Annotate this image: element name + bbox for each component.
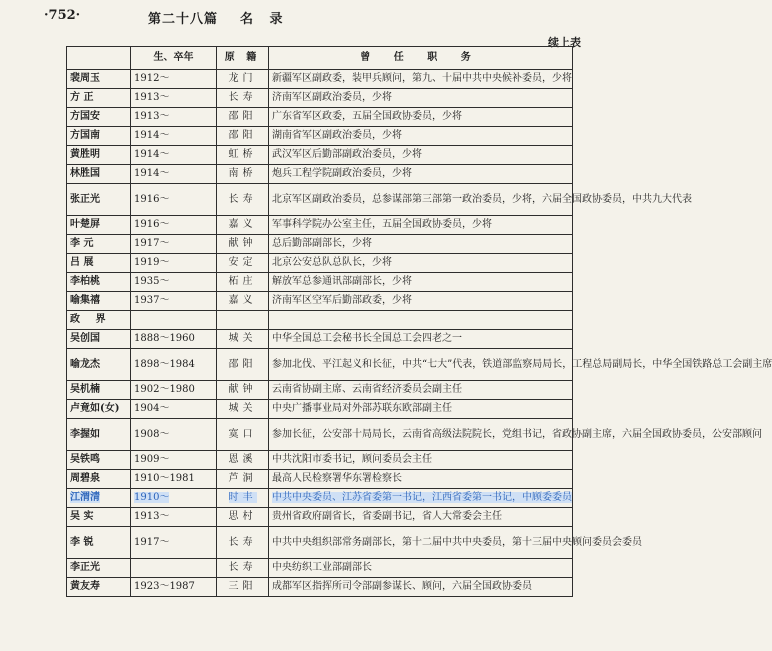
duty-cell <box>269 578 573 597</box>
duty-cell <box>269 235 573 254</box>
name-cell <box>67 527 131 559</box>
name-cell <box>67 235 131 254</box>
name-cell-text: 江渭清 <box>70 492 100 503</box>
name-cell <box>67 470 131 489</box>
duty-cell-text: 最高人民检察署华东署检察长 <box>272 473 402 484</box>
name-cell <box>67 273 131 292</box>
origin-cell-text: 邵阳 <box>228 130 257 141</box>
years-cell <box>131 330 217 349</box>
years-cell <box>131 127 217 146</box>
name-cell-text: 李 元 <box>70 238 94 249</box>
origin-cell <box>217 273 269 292</box>
years-cell <box>131 451 217 470</box>
origin-cell-text: 安定 <box>228 257 257 268</box>
duty-cell <box>269 508 573 527</box>
years-cell <box>131 400 217 419</box>
years-cell-text: 1904～ <box>134 403 170 414</box>
duty-cell <box>269 184 692 216</box>
column-header-origin: 原 籍 <box>217 47 269 70</box>
name-cell <box>67 89 131 108</box>
origin-cell-text: 三阳 <box>228 581 257 592</box>
origin-cell <box>217 508 269 527</box>
table-row <box>67 527 573 559</box>
years-cell <box>131 70 217 89</box>
origin-cell <box>217 254 269 273</box>
name-cell <box>67 292 131 311</box>
table-row <box>67 489 573 508</box>
origin-cell <box>217 527 269 559</box>
name-cell <box>67 70 131 89</box>
name-cell-text: 政 界 <box>70 314 112 325</box>
duty-cell <box>269 330 573 349</box>
name-cell <box>67 165 131 184</box>
duty-cell <box>269 400 573 419</box>
origin-cell <box>217 559 269 578</box>
origin-cell-text: 长寿 <box>228 536 257 548</box>
duty-cell <box>269 311 573 330</box>
years-cell <box>131 559 217 578</box>
table-row <box>67 273 573 292</box>
name-cell-text: 方 正 <box>70 92 94 103</box>
years-cell <box>131 89 217 108</box>
years-cell <box>131 578 217 597</box>
years-cell-text: 1908～ <box>134 428 170 440</box>
duty-cell <box>269 165 573 184</box>
duty-cell <box>269 292 573 311</box>
years-cell <box>131 292 217 311</box>
duty-cell <box>269 70 573 89</box>
duty-cell <box>269 273 573 292</box>
duty-cell-text: 成都军区指挥所司令部副参谋长、顾问，六届全国政协委员 <box>272 581 532 592</box>
duty-cell <box>269 89 573 108</box>
years-cell-text: 1919～ <box>134 257 170 268</box>
origin-cell <box>217 127 269 146</box>
years-cell-text: 1916～ <box>134 193 170 205</box>
name-cell <box>67 146 131 165</box>
years-cell-text: 1914～ <box>134 168 170 179</box>
table-row <box>67 108 573 127</box>
origin-cell <box>217 216 269 235</box>
table-row <box>67 400 573 419</box>
origin-cell <box>217 70 269 89</box>
name-cell <box>67 254 131 273</box>
years-cell <box>131 165 217 184</box>
name-cell-text: 方国南 <box>70 130 100 141</box>
name-cell-text: 林胜国 <box>70 168 100 179</box>
origin-cell-text: 芦洞 <box>228 473 257 484</box>
years-cell-text: 1937～ <box>134 295 170 306</box>
origin-cell-text: 嘉义 <box>228 295 257 306</box>
origin-cell <box>217 311 269 330</box>
duty-cell-text: 济南军区空军后勤部政委，少将 <box>272 295 412 306</box>
years-cell-text: 1935～ <box>134 276 170 287</box>
duty-cell-text: 新疆军区副政委，装甲兵顾问，第九、十届中共中央候补委员，少将 <box>272 73 572 84</box>
table-header-row <box>67 47 573 70</box>
name-cell <box>67 559 131 578</box>
origin-cell <box>217 165 269 184</box>
origin-cell-text: 长寿 <box>228 562 257 573</box>
name-cell-text: 裴周玉 <box>70 73 100 84</box>
name-cell-text: 喻集禧 <box>70 295 100 306</box>
origin-cell-text: 时丰 <box>228 492 257 503</box>
table-row <box>67 254 573 273</box>
table-row <box>67 419 573 451</box>
name-cell <box>67 330 131 349</box>
name-cell-text: 李 锐 <box>70 536 94 548</box>
column-header-name <box>67 47 131 70</box>
name-cell <box>67 108 131 127</box>
origin-cell <box>217 146 269 165</box>
duty-cell-text: 济南军区副政治委员，少将 <box>272 92 392 103</box>
name-cell-text: 吕 展 <box>70 257 94 268</box>
years-cell-text: 1910～ <box>134 492 170 503</box>
table-row <box>67 146 573 165</box>
name-cell <box>67 508 131 527</box>
years-cell <box>131 527 217 559</box>
duty-cell-text: 中央广播事业局对外部苏联东欧部副主任 <box>272 403 452 414</box>
duty-cell <box>269 559 573 578</box>
origin-cell-text: 龙门 <box>228 73 257 84</box>
table-row <box>67 349 573 381</box>
name-cell-text: 卢竟如(女) <box>70 403 120 414</box>
name-cell-text: 周碧泉 <box>70 473 100 484</box>
duty-cell <box>269 216 573 235</box>
origin-cell-text: 嘉义 <box>228 219 257 230</box>
years-cell <box>131 108 217 127</box>
continued-label: 续上表 <box>548 36 581 49</box>
years-cell <box>131 254 217 273</box>
origin-cell <box>217 381 269 400</box>
duty-cell-text: 云南省协副主席、云南省经济委员会副主任 <box>272 384 462 395</box>
years-cell-text: 1910～1981 <box>134 473 195 484</box>
years-cell <box>131 381 217 400</box>
years-cell-text: 1912～ <box>134 73 170 84</box>
duty-cell-text: 中华全国总工会秘书长全国总工会四老之一 <box>272 333 462 344</box>
duty-cell <box>269 381 573 400</box>
duty-cell-text: 中央纺织工业部副部长 <box>272 562 372 573</box>
origin-cell <box>217 451 269 470</box>
table-row <box>67 381 573 400</box>
origin-cell <box>217 330 269 349</box>
origin-cell-text: 献钟 <box>228 384 257 395</box>
years-cell <box>131 146 217 165</box>
duty-cell <box>269 146 573 165</box>
duty-cell <box>269 349 772 381</box>
origin-cell <box>217 108 269 127</box>
origin-cell <box>217 184 269 216</box>
duty-cell-text: 北京军区副政治委员，总参谋部第三部第一政治委员，少将，六届全国政协委员，中共九大代表 <box>272 193 692 205</box>
years-cell-text: 1913～ <box>134 511 170 522</box>
years-cell-text: 1909～ <box>134 454 170 465</box>
section-title: 名 录 <box>240 12 289 27</box>
duty-cell-text: 武汉军区后勤部副政治委员，少将 <box>272 149 422 160</box>
name-cell-text: 叶楚屏 <box>70 219 100 230</box>
running-header <box>44 8 616 26</box>
origin-cell-text: 南桥 <box>228 168 257 179</box>
duty-cell <box>269 108 573 127</box>
years-cell-text: 1917～ <box>134 238 170 249</box>
years-cell <box>131 419 217 451</box>
table-row <box>67 216 573 235</box>
page-number: ·752· <box>44 8 81 23</box>
origin-cell-text: 城关 <box>228 403 257 414</box>
table-body <box>67 70 772 597</box>
column-header-years: 生、卒年 <box>131 47 217 70</box>
origin-cell-text: 思村 <box>228 511 257 522</box>
table-row <box>67 470 573 489</box>
duty-cell-text: 北京公安总队总队长，少将 <box>272 257 392 268</box>
part-title: 第二十八篇 <box>148 12 219 27</box>
name-cell-text: 吴 实 <box>70 511 94 522</box>
duty-cell-text: 参加北伐、平江起义和长征，中共“七大”代表，铁道部监察局局长，工程总局副局长，中华全国铁路总工会副主席 <box>272 358 772 370</box>
name-cell <box>67 349 131 381</box>
years-cell <box>131 235 217 254</box>
duty-cell-text: 湖南省军区副政治委员，少将 <box>272 130 402 141</box>
years-cell-text: 1923～1987 <box>134 581 195 592</box>
years-cell-text: 1914～ <box>134 130 170 141</box>
years-cell-text: 1914～ <box>134 149 170 160</box>
origin-cell <box>217 489 269 508</box>
name-cell <box>67 311 131 330</box>
origin-cell-text: 柘庄 <box>228 276 257 287</box>
origin-cell-text: 城关 <box>228 333 257 344</box>
column-header-duty: 曾 任 职 务 <box>269 47 573 70</box>
origin-cell <box>217 400 269 419</box>
name-cell <box>67 381 131 400</box>
years-cell <box>131 273 217 292</box>
duty-cell <box>269 127 573 146</box>
duty-cell <box>269 527 642 559</box>
years-cell <box>131 349 217 381</box>
years-cell-text: 1917～ <box>134 536 170 548</box>
duty-cell-text: 贵州省政府副省长，省委副书记，省人大常委会主任 <box>272 511 502 522</box>
duty-cell-text: 中共中央委员、江苏省委第一书记，江西省委第一书记，中顾委委员 <box>272 492 572 503</box>
years-cell <box>131 311 217 330</box>
table-row <box>67 235 573 254</box>
duty-cell-text: 广东省军区政委，五届全国政协委员，少将 <box>272 111 462 122</box>
section-heading-row <box>67 311 573 330</box>
origin-cell-text: 恩溪 <box>228 454 257 465</box>
years-cell-text: 1902～1980 <box>134 384 195 395</box>
table-row <box>67 184 573 216</box>
years-cell <box>131 508 217 527</box>
name-cell <box>67 184 131 216</box>
origin-cell <box>217 578 269 597</box>
name-cell-text: 吴创国 <box>70 333 100 344</box>
duty-cell-text: 炮兵工程学院副政治委员，少将 <box>272 168 412 179</box>
table-row <box>67 165 573 184</box>
origin-cell <box>217 419 269 451</box>
duty-cell-text: 解放军总参通讯部副部长，少将 <box>272 276 412 287</box>
years-cell-text: 1916～ <box>134 219 170 230</box>
duty-cell <box>269 470 573 489</box>
table-row <box>67 89 573 108</box>
name-cell <box>67 216 131 235</box>
duty-cell-text: 中共中央组织部常务副部长，第十二届中共中央委员，第十三届中央顾问委员会委员 <box>272 536 642 548</box>
name-cell <box>67 489 131 508</box>
name-cell <box>67 127 131 146</box>
name-cell-text: 吴机楠 <box>70 384 100 395</box>
years-cell <box>131 489 217 508</box>
name-cell <box>67 419 131 451</box>
name-cell-text: 黄友寿 <box>70 581 100 592</box>
origin-cell <box>217 235 269 254</box>
table-row <box>67 70 573 89</box>
table-row <box>67 330 573 349</box>
duty-cell <box>269 254 573 273</box>
origin-cell <box>217 292 269 311</box>
duty-cell <box>269 451 573 470</box>
years-cell <box>131 184 217 216</box>
duty-cell-text: 总后勤部副部长，少将 <box>272 238 372 249</box>
name-cell-text: 方国安 <box>70 111 100 122</box>
origin-cell-text: 长寿 <box>228 193 257 205</box>
table-row <box>67 292 573 311</box>
origin-cell-text: 献钟 <box>228 238 257 249</box>
years-cell-text: 1888～1960 <box>134 333 195 344</box>
duty-cell-text: 参加长征，公安部十局局长，云南省高级法院院长，党组书记，省政协副主席，六届全国政协委员，公安部顾问 <box>272 428 762 440</box>
table-row <box>67 451 573 470</box>
table-row <box>67 559 573 578</box>
name-cell <box>67 400 131 419</box>
name-cell-text: 李握如 <box>70 428 100 440</box>
origin-cell <box>217 89 269 108</box>
years-cell <box>131 470 217 489</box>
origin-cell-text: 寞口 <box>228 428 257 440</box>
origin-cell-text: 邵阳 <box>228 111 257 122</box>
roster-table <box>66 46 772 597</box>
origin-cell-text: 虹桥 <box>228 149 257 160</box>
duty-cell-text: 军事科学院办公室主任，五届全国政协委员，少将 <box>272 219 492 230</box>
years-cell-text: 1913～ <box>134 92 170 103</box>
origin-cell <box>217 470 269 489</box>
table-row <box>67 127 573 146</box>
years-cell-text: 1898～1984 <box>134 358 195 370</box>
years-cell-text: 1913～ <box>134 111 170 122</box>
table-row <box>67 508 573 527</box>
name-cell-text: 喻龙杰 <box>70 358 100 370</box>
name-cell-text: 黄胜明 <box>70 149 100 160</box>
name-cell <box>67 451 131 470</box>
duty-cell-text: 中共沈阳市委书记，顾问委员会主任 <box>272 454 432 465</box>
name-cell <box>67 578 131 597</box>
name-cell-text: 李正光 <box>70 562 100 573</box>
years-cell <box>131 216 217 235</box>
origin-cell-text: 邵阳 <box>228 358 257 370</box>
origin-cell-text: 长寿 <box>228 92 257 103</box>
duty-cell <box>269 419 762 451</box>
duty-cell <box>269 489 573 508</box>
table-row <box>67 578 573 597</box>
name-cell-text: 吴铁鸣 <box>70 454 100 465</box>
name-cell-text: 李柏桃 <box>70 276 100 287</box>
name-cell-text: 张正光 <box>70 193 100 205</box>
origin-cell <box>217 349 269 381</box>
